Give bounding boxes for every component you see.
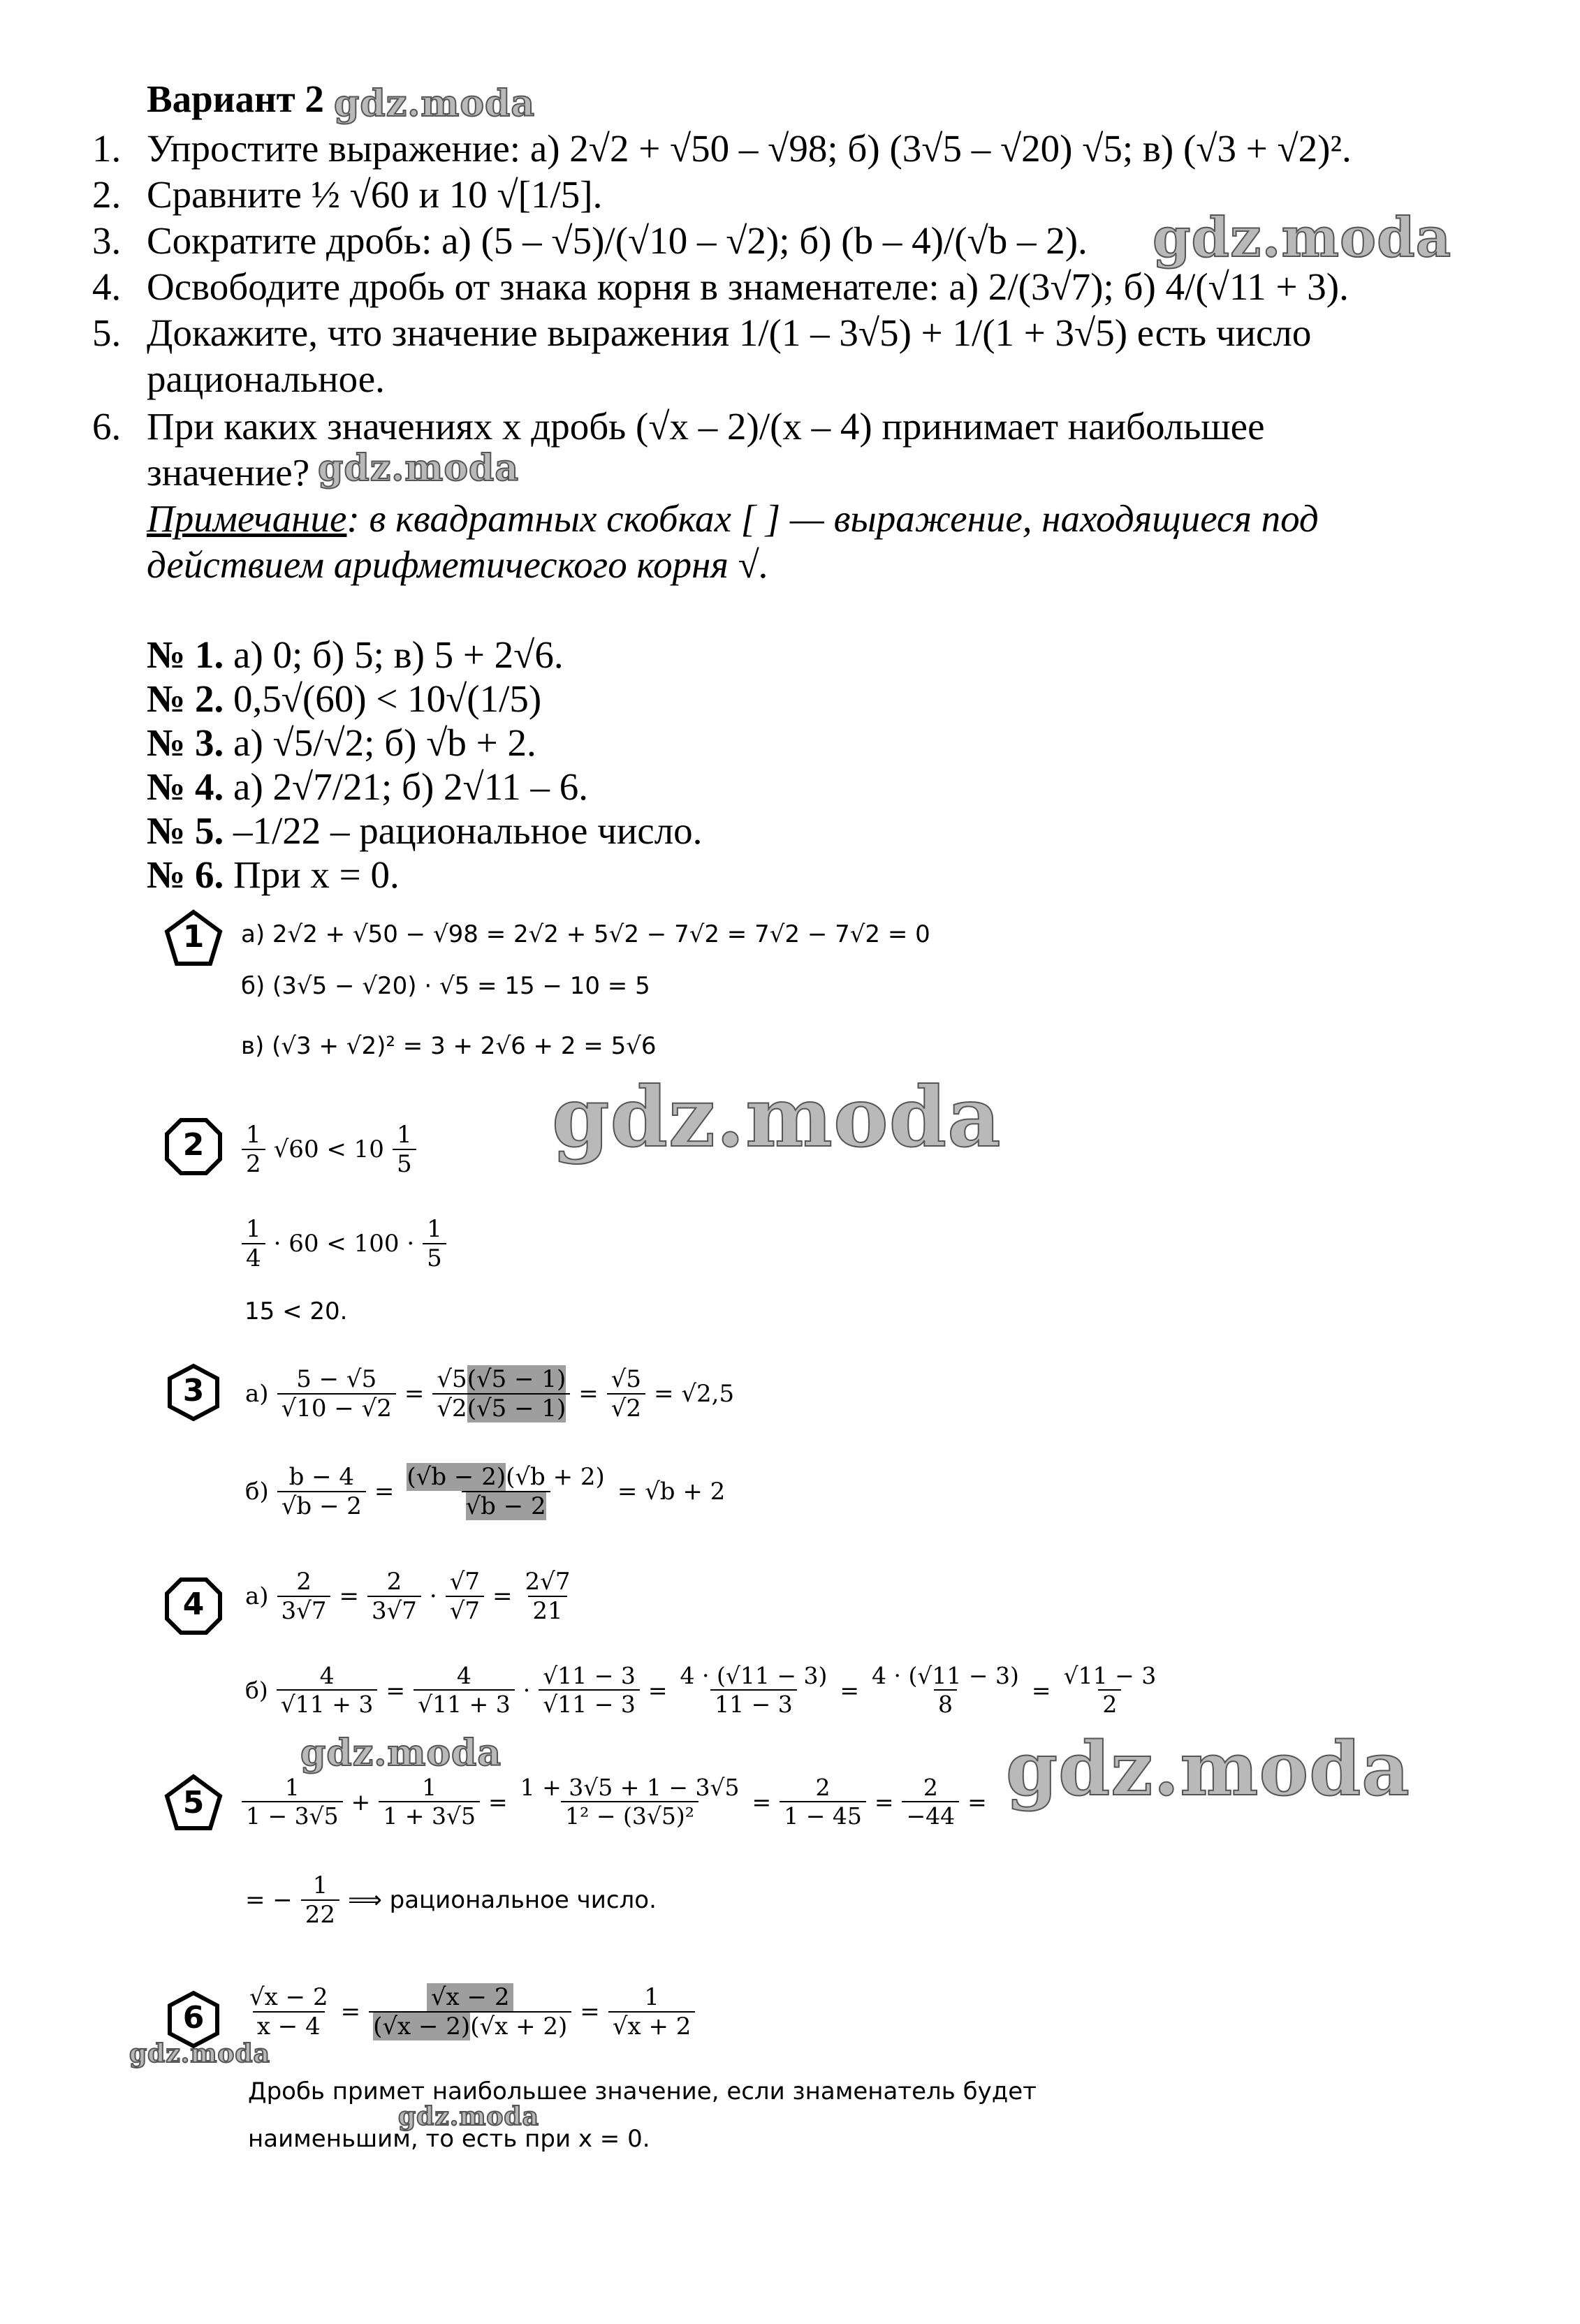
answer-label: № 4. bbox=[147, 765, 224, 808]
answer-text: –1/22 – рациональное число. bbox=[224, 809, 703, 852]
watermark: gdz.moda bbox=[1153, 206, 1452, 270]
task-badge: 6 bbox=[164, 1990, 223, 2049]
solution-line: $\frac{1}{2}$ √60 < 10 $\frac{1}{5}$ bbox=[237, 1121, 420, 1178]
solution-line: б) $\frac{4}{√11 + 3}$ = $\frac{4}{√11 + 3}$ · $\frac{√11 - 3}{√11 - 3}$ = $\frac{4 \cdot (√11 - 3)}{11 - 3}$ = $\frac{4 \cdot (√11 - 3)}{8}$ = $\frac{√11 - 3}{2}$ bbox=[245, 1662, 1157, 1718]
answer-item bbox=[147, 808, 702, 854]
answer-item bbox=[147, 676, 541, 722]
solution-line: в) (√3 + √2)² = 3 + 2√6 + 2 = 5√6 bbox=[241, 1032, 657, 1060]
solution-line: а) $\frac{2}{3√7}$ = $\frac{2}{3√7}$ · $\frac{√7}{√7}$ = $\frac{2√7}{21}$ bbox=[245, 1568, 571, 1625]
watermark: gdz.moda bbox=[129, 2039, 270, 2068]
task-number: 3. bbox=[92, 219, 122, 262]
answer-item bbox=[147, 764, 588, 810]
solution-line: б) $\frac{b - 4}{√b - 2}$ = $\frac{(√b - 2)(√b + 2)}{√b - 2}$ = √b + 2 bbox=[245, 1463, 726, 1520]
answer-label: № 3. bbox=[147, 721, 224, 764]
answer-label: № 5. bbox=[147, 809, 224, 852]
answer-item bbox=[147, 852, 400, 898]
task-number: 1. bbox=[92, 127, 122, 170]
answer-text: 0,5√(60) < 10√(1/5) bbox=[224, 677, 542, 720]
watermark: gdz.moda bbox=[318, 447, 520, 490]
task-number: 6. bbox=[92, 405, 122, 448]
task-number: 2. bbox=[92, 173, 122, 216]
solution-line: 15 < 20. bbox=[244, 1297, 348, 1325]
watermark: gdz.moda bbox=[300, 1732, 502, 1774]
answer-text: При x = 0. bbox=[224, 853, 400, 896]
solution-line: $\frac{1}{4}$ · 60 < 100 · $\frac{1}{5}$ bbox=[237, 1215, 451, 1272]
solution-line: $\frac{1}{1 - 3√5}$ + $\frac{1}{1 + 3√5}$ = $\frac{1 + 3√5 + 1 - 3√5}{\text{1² − (3√5)²}}$ = $\frac{2}{1 - 45}$ = $\frac{2}{-44}$ = bbox=[237, 1774, 991, 1830]
answer-text: а) √5/√2; б) √b + 2. bbox=[224, 721, 536, 764]
task-number: 4. bbox=[92, 265, 122, 308]
task-text: Сократите дробь: а) (5 – √5)/(√10 – √2); б) (b – 4)/(√b – 2). bbox=[147, 219, 1088, 262]
note-label: Примечание bbox=[147, 497, 347, 540]
task-badge: 5 bbox=[164, 1774, 223, 1832]
solution-line: а) 2√2 + √50 − √98 = 2√2 + 5√2 − 7√2 = 7√2 − 7√2 = 0 bbox=[241, 920, 930, 948]
answer-text: а) 0; б) 5; в) 5 + 2√6. bbox=[224, 633, 564, 676]
task-text: Освободите дробь от знака корня в знаменателе: а) 2/(3√7); б) 4/(√11 + 3). bbox=[147, 265, 1349, 308]
watermark: gdz.moda bbox=[398, 2102, 539, 2131]
task-badge: 4 bbox=[164, 1577, 223, 1635]
solution-line: $\frac{√x - 2}{x - 4}$ = $\frac{√x - 2}{(√x - 2)(√x + 2)}$ = $\frac{1}{√x + 2}$ bbox=[241, 1983, 699, 2040]
page-title: Вариант 2 bbox=[147, 78, 324, 120]
solution-line: = − $\frac{1}{22}$ ⟹ рациональное число. bbox=[245, 1871, 657, 1929]
answer-label: № 6. bbox=[147, 853, 224, 896]
solution-line: наименьшим, то есть при x = 0. bbox=[248, 2125, 650, 2153]
solution-line: б) (3√5 − √20) · √5 = 15 − 10 = 5 bbox=[241, 972, 650, 1000]
watermark: gdz.moda bbox=[334, 82, 536, 125]
solution-line: а) $\frac{5 - √5}{√10 - √2}$ = $\frac{√5(√5 - 1)}{√2(√5 - 1)}$ = $\frac{√5}{√2}$ = √2,5 bbox=[245, 1365, 735, 1422]
note bbox=[147, 496, 1319, 542]
task-text: Докажите, что значение выражения 1/(1 – 3√5) + 1/(1 + 3√5) есть число bbox=[147, 311, 1312, 354]
note-text: : в квадратных скобках [ ] — выражение, находящиеся под bbox=[346, 497, 1319, 540]
watermark: gdz.moda bbox=[552, 1068, 1002, 1165]
task-badge: 1 bbox=[164, 909, 223, 968]
task-badge: 2 bbox=[164, 1117, 223, 1176]
answer-text: а) 2√7/21; б) 2√11 – 6. bbox=[224, 765, 588, 808]
watermark: gdz.moda bbox=[1006, 1725, 1410, 1812]
answer-label: № 1. bbox=[147, 633, 224, 676]
task-badge: 3 bbox=[164, 1363, 223, 1422]
solution-line: Дробь примет наибольшее значение, если знаменатель будет bbox=[248, 2077, 1037, 2105]
answer-item bbox=[147, 720, 536, 766]
task-text: Сравните ½ √60 и 10 √[1/5]. bbox=[147, 173, 603, 216]
note-continuation: действием арифметического корня √. bbox=[147, 543, 769, 586]
answer-item bbox=[147, 632, 564, 678]
task-text: При каких значениях x дробь (√x – 2)/(x – 4) принимает наибольшее bbox=[147, 405, 1265, 448]
task-text: Упростите выражение: а) 2√2 + √50 – √98; б) (3√5 – √20) √5; в) (√3 + √2)². bbox=[147, 127, 1352, 170]
task-number: 5. bbox=[92, 311, 122, 354]
answer-label: № 2. bbox=[147, 677, 224, 720]
